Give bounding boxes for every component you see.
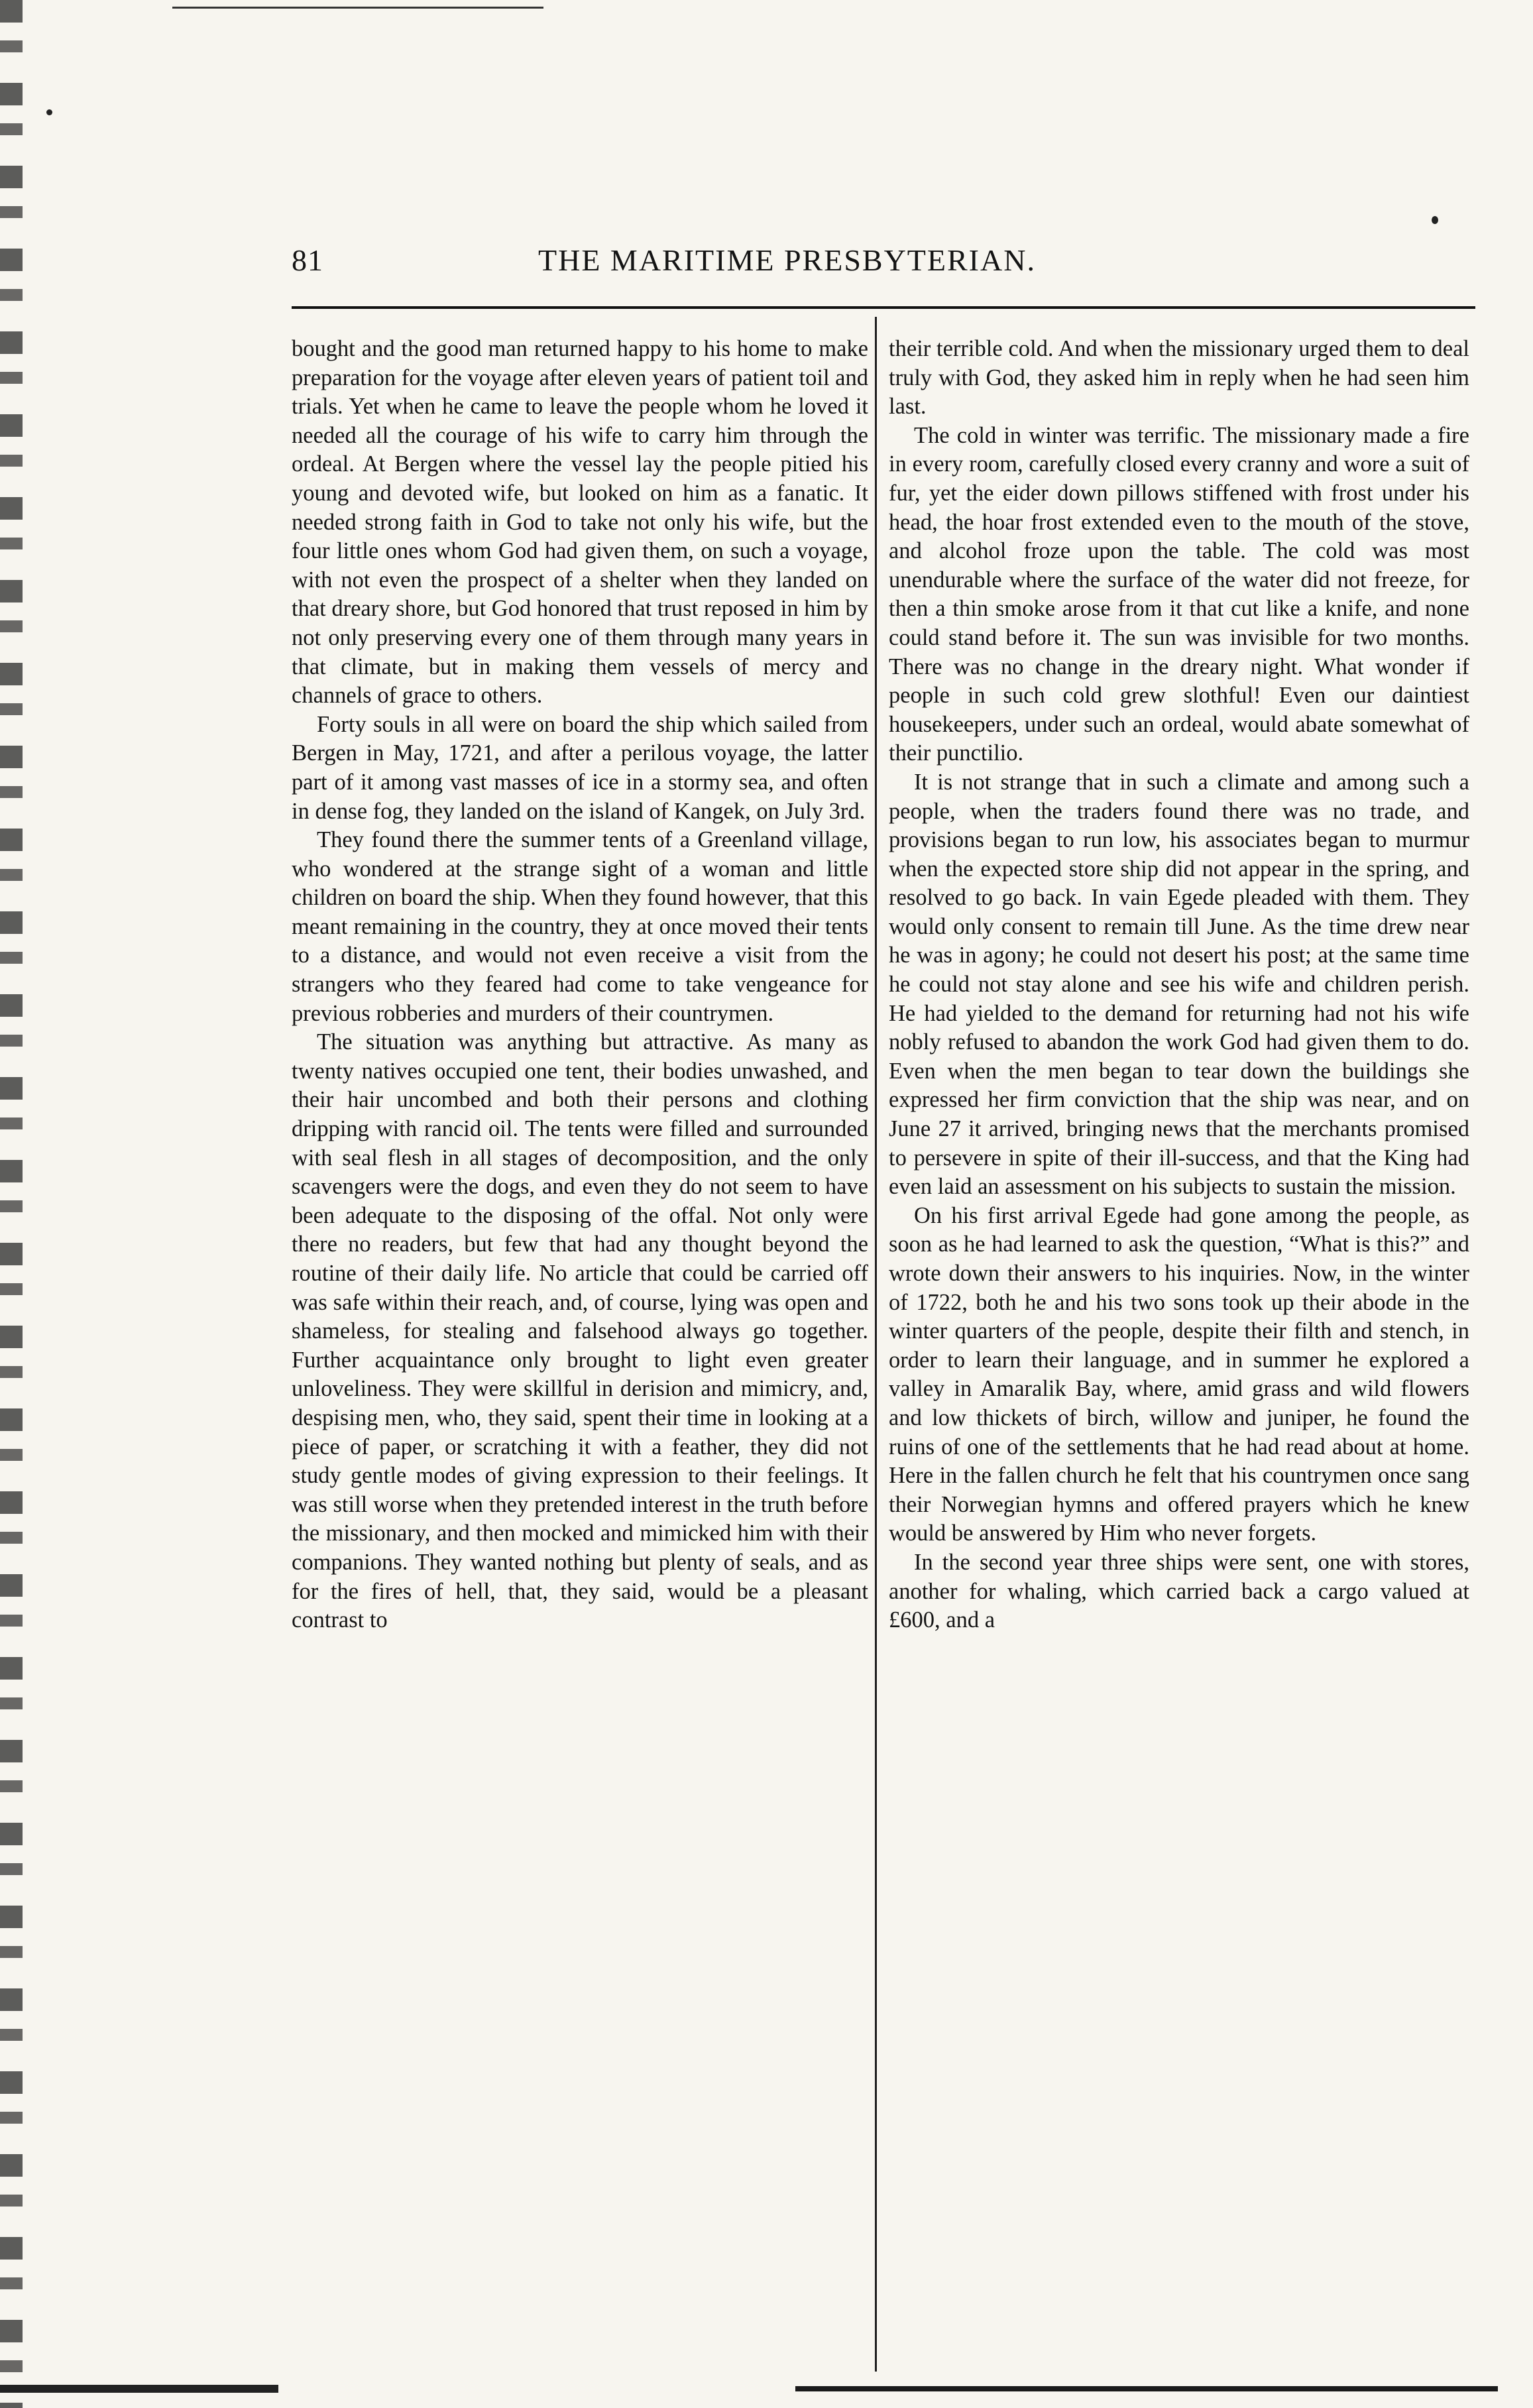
- running-header: [292, 243, 1475, 290]
- paragraph: The cold in winter was terrific. The missionary made a fire in every room, carefully closed every cranny and wore a suit of fur, yet the eider down pillows stiffened with frost under his head, the hoar frost extended even to the mouth of the stove, and alcohol froze upon the table. The cold was most unendurable where the surface of the water did not freeze, for then a thin smoke arose from it that cut like a knife, and none could stand before it. The sun was invisible for two months. There was no change in the dreary night. What wonder if people in such cold grew slothful! Even our daintiest housekeepers, under such an ordeal, would abate somewhat of their punctilio.: [889, 422, 1469, 766]
- paragraph: They found there the summer tents of a Greenland village, who wondered at the strange sight of a woman and little children on board the ship. When they found however, that this meant remaining in the country, they at once moved their tents to a distance, and would not even receive a visit from the strangers who they feared had come to take vengeance for previous robberies and murders of their countrymen.: [292, 827, 868, 1026]
- paragraph: In the second year three ships were sent, one with stores, another for whaling, which carried back a cargo valued at £600, and a: [889, 1549, 1469, 1633]
- column-rule: [875, 317, 877, 2372]
- page-number: 81: [292, 243, 323, 277]
- paragraph: bought and the good man returned happy to his home to make preparation for the voyage after eleven years of patient toil and trials. Yet when he came to leave the people whom he loved it needed all the courage of his wife to carry him through the ordeal. At Bergen where the vessel lay the people pitied his young and devoted wife, but looked on him as a fanatic. It needed strong faith in God to take not only his wife, but the four little ones whom God had given them, on such a voyage, with not even the prospect of a shelter when they landed on that dreary shore, but God honored that trust reposed in him by not only preserving every one of them through many years in that climate, but in making them vessels of mercy and channels of grace to others.: [292, 336, 868, 709]
- paragraph: It is not strange that in such a climate and among such a people, when the traders found there was no trade, and provisions began to run low, his associates began to murmur when the expected store ship did not appear in the spring, and resolved to go back. In vain Egede pleaded with them. They would only consent to remain till June. As the time drew near he was in agony; he could not desert his post; at the same time he could not stay alone and see his wife and children perish. He had yielded to the demand for returning had not his wife nobly refused to abandon the work God had given them to do. Even when the men began to tear down the buildings she expressed her firm conviction that the ship was near, and on June 27 it arrived, bringing news that the merchants promised to persevere in spite of their ill-success, and that the King had even laid an assessment on his subjects to sustain the mission.: [889, 769, 1469, 1200]
- paragraph: On his first arrival Egede had gone among the people, as soon as he had learned to ask the question, “What is this?” and wrote down their answers to his inquiries. Now, in the winter of 1722, both he and his two sons took up their abode in the winter quarters of the people, despite their filth and stench, in order to learn their language, and in summer he explored a valley in Amaralik Bay, where, amid grass and wild flowers and low thickets of birch, willow and juniper, he found the ruins of one of the settlements that he had read about at home. Here in the fallen church he felt that his countrymen once sang their Norwegian hymns and offered prayers which he knew would be answered by Him who never forgets.: [889, 1202, 1469, 1546]
- bottom-edge-mark: [0, 2385, 278, 2393]
- left-column: [292, 335, 868, 2350]
- right-column: [889, 335, 1469, 2350]
- paragraph: Forty souls in all were on board the ship which sailed from Bergen in May, 1721, and after a perilous voyage, the latter part of it among vast masses of ice in a stormy sea, and often in dense fog, they landed on the island of Kangek, on July 3rd.: [292, 711, 868, 824]
- ink-speck: [46, 109, 52, 115]
- ink-speck: [1432, 216, 1438, 224]
- paragraph: The situation was anything but attractive. As many as twenty natives occupied one tent, their bodies unwashed, and their hair uncombed and both their persons and clothing dripping with rancid oil. The tents were filled and surrounded with seal flesh in all stages of decomposition, and the only scavengers were the dogs, and even they do not seem to have been adequate to the disposing of the offal. Not only were there no readers, but few that had any thought beyond the routine of their daily life. No article that could be carried off was safe within their reach, and, of course, lying was open and shameless, for stealing and falsehood always go together. Further acquaintance only brought to light even greater unloveliness. They were skillful in derision and mimicry, and, despising men, who, they said, spent their time in looking at a piece of paper, or scratching it with a feather, they did not study gentle modes of giving expression to their feelings. It was still worse when they pretended interest in the truth before the missionary, and then mocked and mimicked him with their companions. They wanted nothing but plenty of seals, and as for the fires of hell, that, they said, would be a pleasant contrast to: [292, 1029, 868, 1633]
- bottom-edge-mark: [795, 2386, 1498, 2391]
- publication-title: THE MARITIME PRESBYTERIAN.: [538, 243, 1036, 277]
- binding-edge: [0, 0, 23, 2408]
- paragraph: their terrible cold. And when the missionary urged them to deal truly with God, they asked him in reply when he had seen him last.: [889, 336, 1469, 420]
- top-edge-mark: [172, 7, 543, 9]
- header-rule: [292, 306, 1475, 309]
